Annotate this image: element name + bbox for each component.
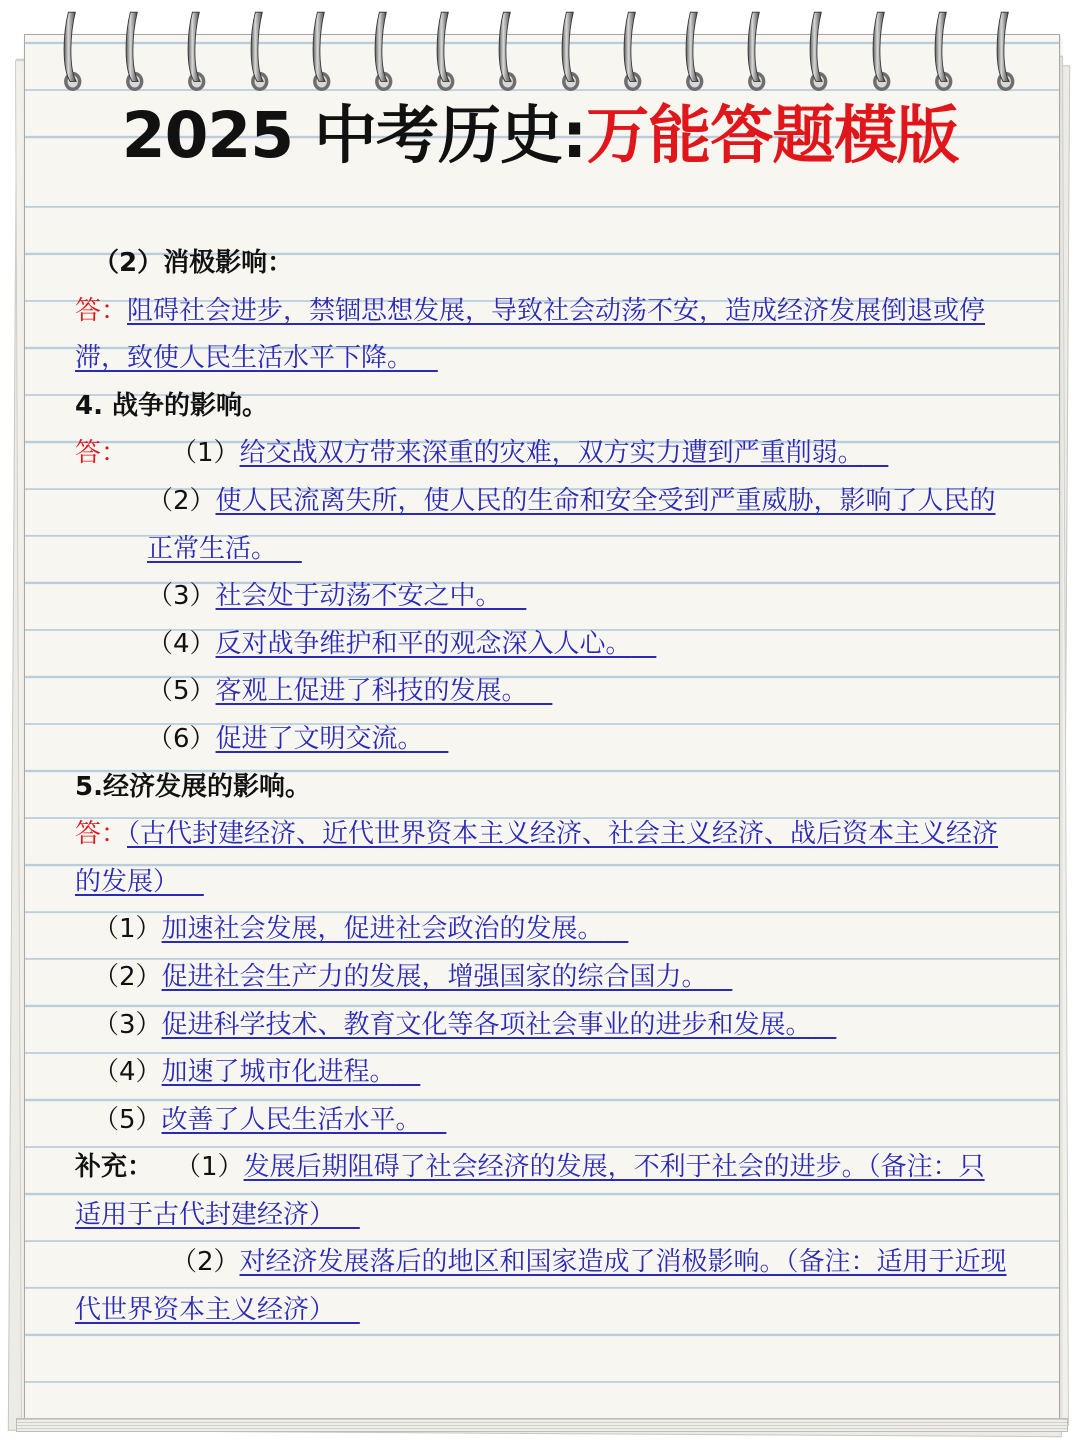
answer-intro: （古代封建经济、近代世界资本主义经济、社会主义经济、战后资本主义经济的发展） [75,819,999,897]
item-text: 社会处于动荡不安之中。 [215,581,502,612]
section-heading: 4. 战争的影响。 [75,390,269,421]
item-number: （5） [147,676,216,707]
spiral-ring-icon [369,0,395,104]
spiral-ring-icon [804,0,830,104]
item-text: 改善了人民生活水平。 [161,1104,422,1135]
spiral-ring-icon [618,0,644,104]
answer-paragraph [75,811,1010,906]
item-text: 给交战双方带来深重的灾难，双方实力遭到严重削弱。 [239,438,864,469]
title-black: 2025 中考历史: [121,99,587,172]
item-number: （1） [171,438,240,469]
spiral-ring-icon [991,0,1017,104]
item-text: 促进社会生产力的发展，增强国家的综合国力。 [161,961,708,992]
item-text: 使人民流离失所，使人民的生命和安全受到严重威胁，影响了人民的正常生活。 [147,485,996,564]
answer-text: 阻碍社会进步，禁锢思想发展，导致社会动荡不安，造成经济发展倒退或停滞，致使人民生活水平下降。 [75,295,986,374]
spiral-ring-icon [182,0,208,104]
answer-item [75,668,1010,716]
answer-label: 答： [75,438,128,469]
answer-item [75,430,1010,478]
answer-item [75,478,1010,573]
spiral-ring-icon [556,0,582,104]
item-text: 加速社会发展，促进社会政治的发展。 [161,914,604,945]
spiral-ring-icon [493,0,519,104]
item-number: （6） [147,723,216,754]
section-heading: 5.经济发展的影响。 [75,771,311,802]
spiral-ring-icon [680,0,706,104]
spiral-ring-icon [58,0,84,104]
answer-item [75,906,1010,954]
item-text: 促进了文明交流。 [215,723,424,754]
item-text: 促进科学技术、教育文化等各项社会事业的进步和发展。 [161,1009,812,1040]
item-number: （2） [93,961,162,992]
spiral-ring-icon [120,0,146,104]
spiral-ring-icon [867,0,893,104]
item-number: （1） [175,1152,244,1183]
item-text: 对经济发展落后的地区和国家造成了消极影响。（备注：适用于近现代世界资本主义经济） [75,1247,1007,1326]
item-number: （3） [93,1009,162,1040]
answer-label: 答： [75,295,128,326]
item-number: （1） [93,914,162,945]
answer-item [75,1002,1010,1050]
answer-item [75,1097,1010,1145]
spiral-ring-icon [431,0,457,104]
section-heading: （2）消极影响： [93,248,294,278]
item-text: 客观上促进了科技的发展。 [215,676,528,707]
supplement-label: 补充： [75,1152,154,1183]
item-number: （3） [147,581,216,612]
answer-item [75,573,1010,621]
item-number: （2） [147,485,216,516]
item-text: 发展后期阻碍了社会经济的发展，不利于社会的进步。（备注：只适用于古代封建经济） [75,1152,985,1230]
item-number: （5） [93,1104,162,1135]
answer-item [75,1049,1010,1097]
supplement-item [75,1239,1010,1334]
spiral-ring-icon [742,0,768,104]
supplement-item [75,1144,1010,1239]
item-number: （2） [171,1247,240,1278]
item-text: 反对战争维护和平的观念深入人心。 [215,628,632,659]
spiral-ring-icon [929,0,955,104]
item-number: （4） [147,628,216,659]
notes-content [75,240,1010,1335]
answer-paragraph [75,288,1010,383]
answer-item [75,621,1010,669]
answer-item [75,954,1010,1002]
spiral-ring-icon [245,0,271,104]
item-number: （4） [93,1057,162,1088]
title-red: 万能答题模版 [586,99,959,172]
answer-item [75,716,1010,764]
page-stack-edge [16,1418,1068,1432]
spiral-ring-icon [307,0,333,104]
answer-label: 答： [75,819,128,850]
item-text: 加速了城市化进程。 [161,1057,396,1088]
page-title [0,96,1080,176]
